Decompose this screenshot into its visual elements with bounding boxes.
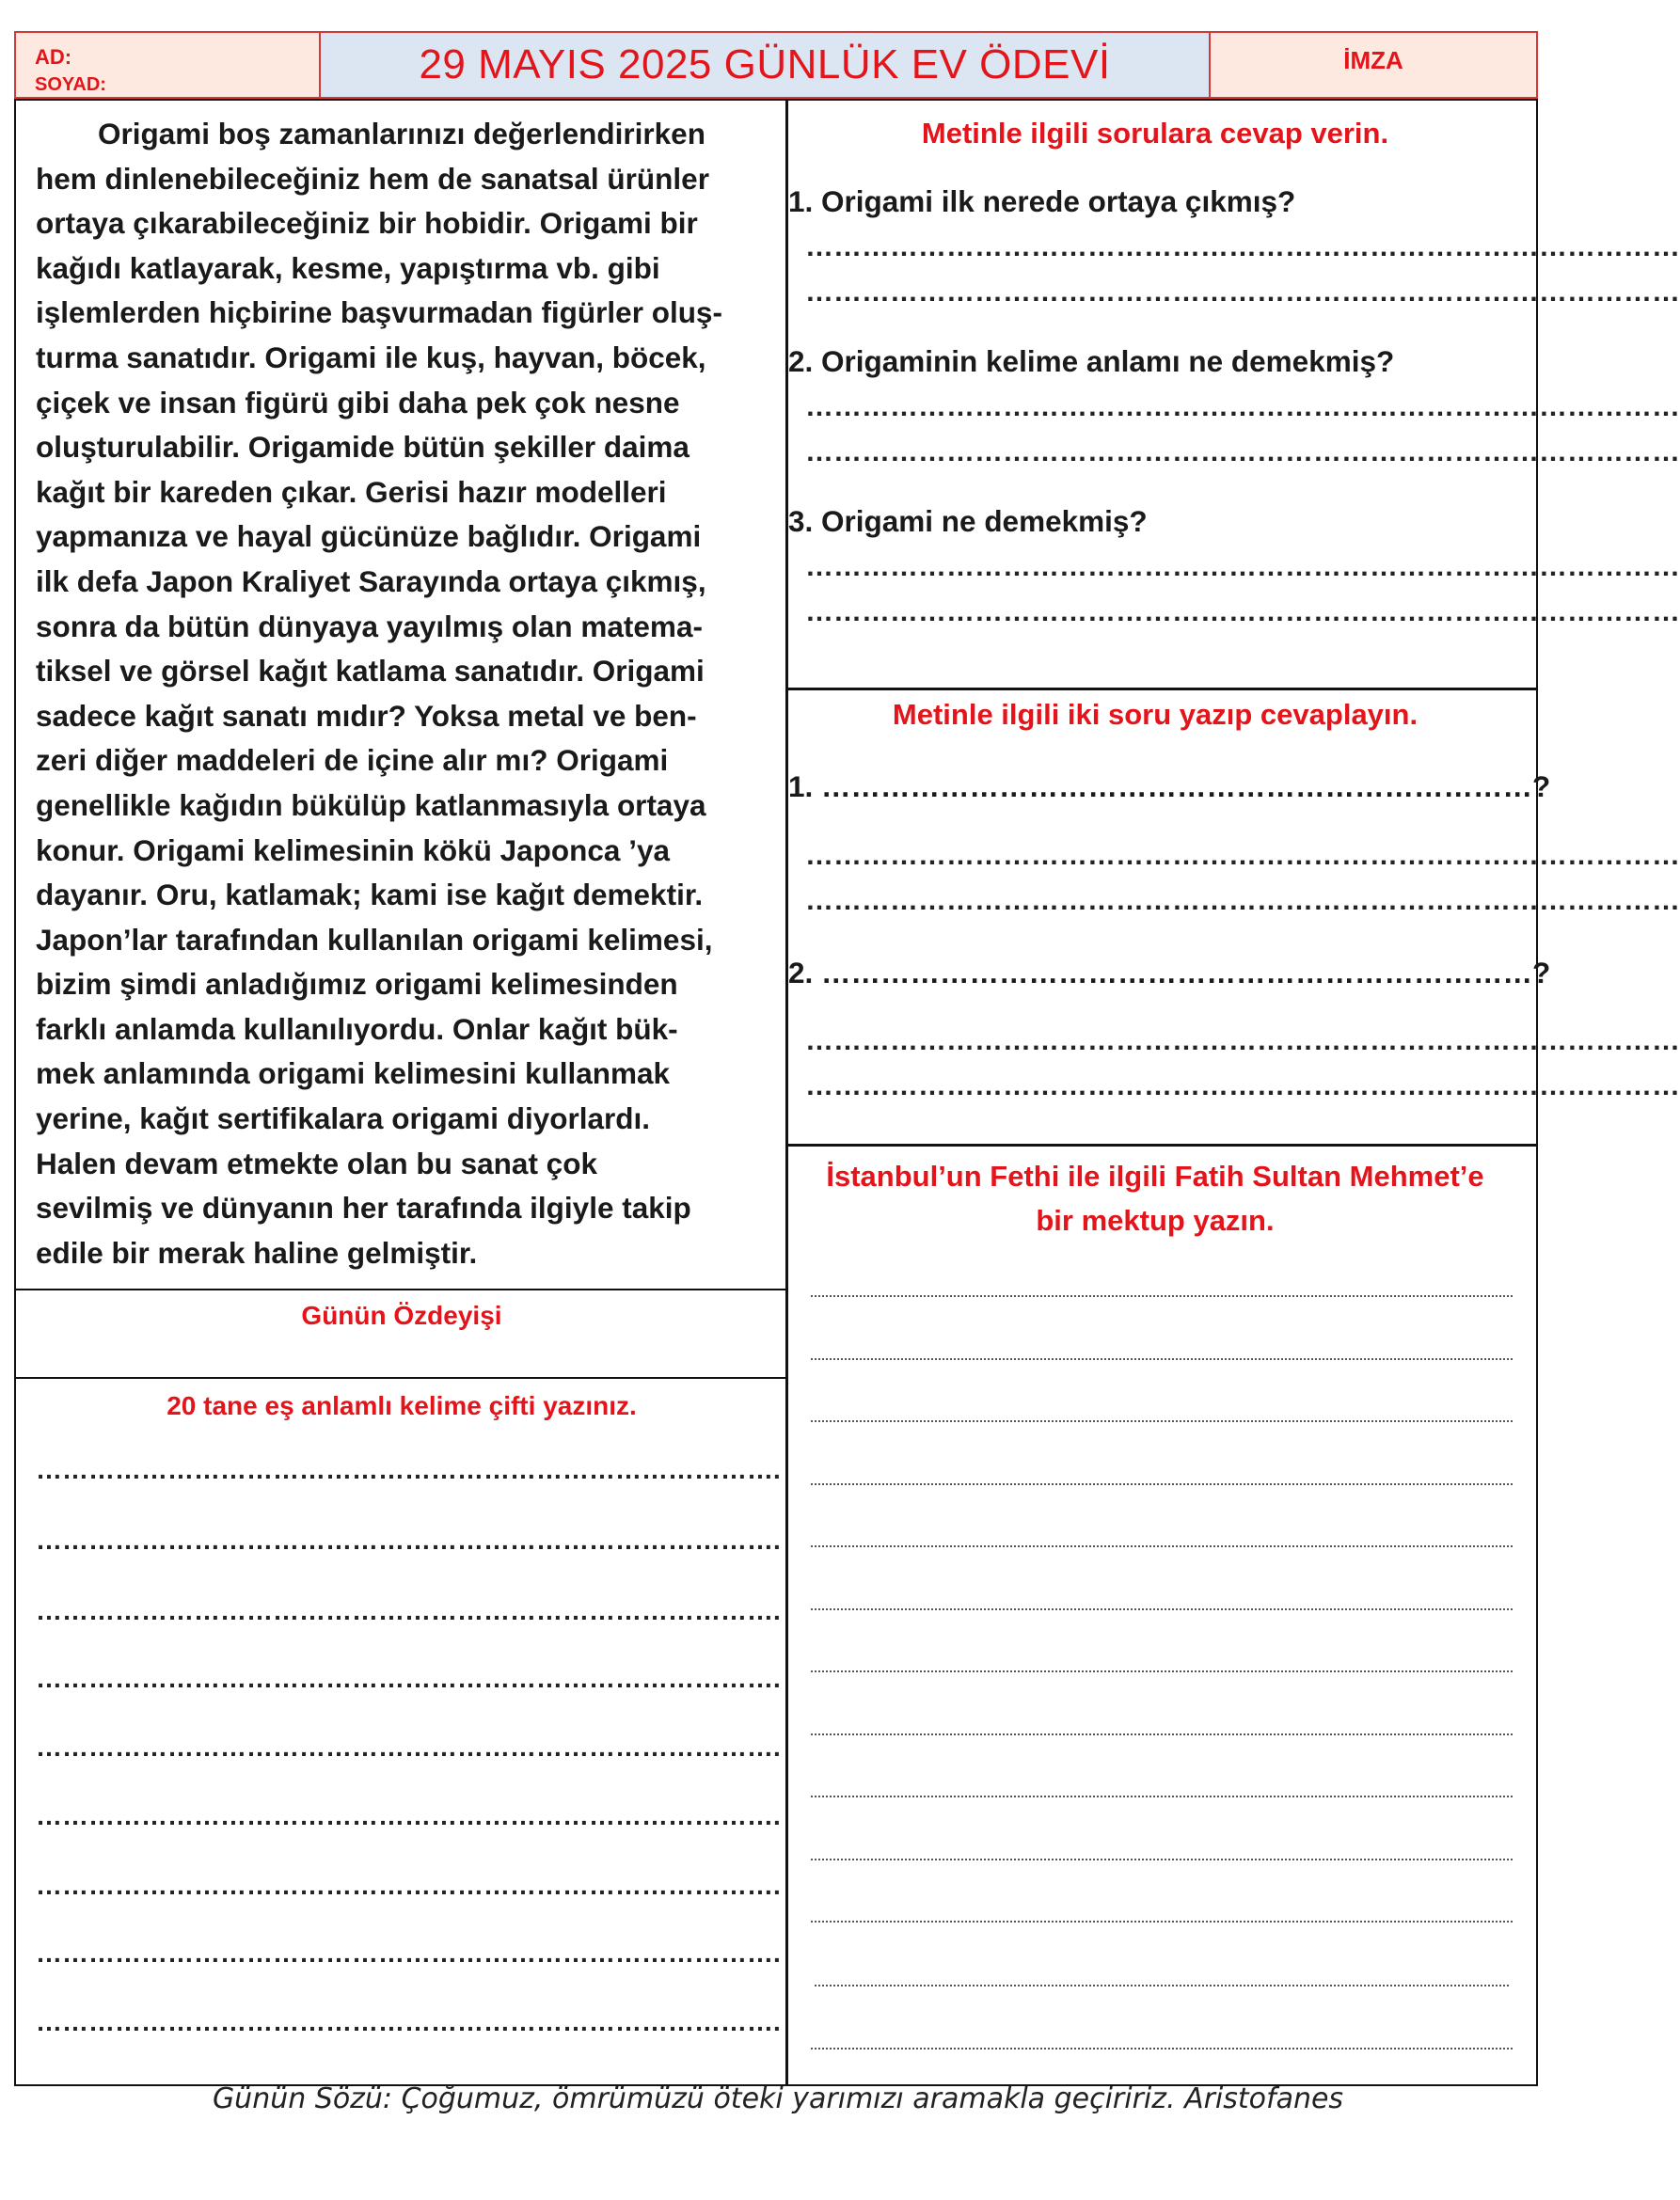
questions-title: Metinle ilgili sorulara cevap verin.	[921, 117, 1389, 150]
letter-line[interactable]	[811, 1483, 1513, 1485]
footer-quote: Günün Sözü: Çoğumuz, ömrümüzü öteki yarımızı aramakla geçiririz. Aristofanes	[212, 2082, 1344, 2115]
question-2: 2. Origaminin kelime anlamı ne demekmiş?	[788, 344, 1395, 378]
answer-line[interactable]: …………………………………………………………………………………	[805, 885, 1680, 916]
reading-line: ilk defa Japon Kraliyet Sarayında ortaya çıkmış,	[36, 563, 706, 598]
own-question-2[interactable]: 2. ………………………………………………………………?	[788, 956, 1551, 989]
synonym-line[interactable]: ………………………………………………………………………….	[36, 1664, 781, 1693]
divider-reading-bottom	[16, 1289, 787, 1290]
name-label: AD:	[35, 45, 72, 69]
synonym-line[interactable]: ………………………………………………………………………….	[36, 1455, 781, 1484]
reading-line: oluşturulabilir. Origamide bütün şekiller daima	[36, 430, 689, 465]
reading-line: sonra da bütün dünyaya yayılmış olan matema-	[36, 609, 703, 643]
synonym-line[interactable]: ………………………………………………………………………….	[36, 1871, 781, 1900]
letter-line[interactable]	[811, 1545, 1513, 1547]
letter-line[interactable]	[811, 1670, 1513, 1672]
answer-line[interactable]: …………………………………………………………………………………	[805, 1070, 1680, 1101]
reading-passage	[36, 112, 794, 1275]
reading-line: konur. Origami kelimesinin kökü Japonca ’ya	[36, 832, 670, 867]
question-1: 1. Origami ilk nerede ortaya çıkmış?	[788, 184, 1296, 218]
reading-line: sevilmiş ve dünyanın her tarafında ilgiyle takip	[36, 1191, 691, 1226]
synonym-line[interactable]: ………………………………………………………………………….	[36, 1801, 781, 1830]
reading-line: hem dinlenebileceğiniz hem de sanatsal ürünler	[36, 161, 709, 196]
synonym-line[interactable]: ………………………………………………………………………….	[36, 1596, 781, 1625]
reading-line: Halen devam etmekte olan bu sanat çok	[36, 1146, 597, 1180]
reading-line: edile bir merak haline gelmiştir.	[36, 1235, 478, 1270]
reading-line: zeri diğer maddeleri de içine alır mı? Origami	[36, 743, 669, 778]
signature-label: İMZA	[1343, 46, 1403, 74]
reading-line: sadece kağıt sanatı mıdır? Yoksa metal ve ben-	[36, 698, 697, 733]
letter-line[interactable]	[811, 1358, 1513, 1360]
reading-line: kağıdı katlayarak, kesme, yapıştırma vb. gibi	[36, 250, 660, 285]
synonyms-title: 20 tane eş anlamlı kelime çifti yazınız.	[166, 1391, 637, 1420]
reading-line: mek anlamında origami kelimesini kullanmak	[36, 1056, 671, 1091]
reading-line: yerine, kağıt sertifikalara origami diyorlardı.	[36, 1101, 651, 1136]
reading-line: farklı anlamda kullanılıyordu. Onlar kağıt bük-	[36, 1011, 678, 1046]
answer-line[interactable]: …………………………………………………………………………………	[805, 596, 1680, 627]
letter-line[interactable]	[811, 1921, 1513, 1923]
synonym-line[interactable]: ………………………………………………………………………….	[36, 1526, 781, 1555]
divider-quote-bottom	[16, 1377, 787, 1379]
answer-line[interactable]: …………………………………………………………………………………	[805, 1025, 1680, 1056]
own-question-1[interactable]: 1. ………………………………………………………………?	[788, 769, 1551, 803]
letter-line[interactable]	[815, 1985, 1509, 1986]
letter-line[interactable]	[811, 1796, 1513, 1797]
synonym-line[interactable]: ………………………………………………………………………….	[36, 1939, 781, 1968]
letter-line[interactable]	[811, 1859, 1513, 1860]
reading-line: yapmanıza ve hayal gücünüze bağlıdır. Origami	[36, 519, 702, 554]
answer-line[interactable]: …………………………………………………………………………………	[805, 840, 1680, 871]
letter-line[interactable]	[811, 1295, 1513, 1297]
letter-line[interactable]	[811, 1733, 1513, 1735]
answer-line[interactable]: …………………………………………………………………………………	[805, 391, 1680, 422]
letter-line[interactable]	[811, 1608, 1513, 1610]
question-3: 3. Origami ne demekmiş?	[788, 504, 1148, 538]
letter-line[interactable]	[811, 2048, 1513, 2050]
name-surname-box[interactable]	[14, 31, 321, 99]
own-questions-title: Metinle ilgili iki soru yazıp cevaplayın.	[892, 698, 1418, 731]
divider-own-questions-bottom	[787, 1144, 1538, 1147]
answer-line[interactable]: …………………………………………………………………………………	[805, 277, 1680, 308]
surname-label: SOYAD:	[35, 74, 106, 95]
reading-line: ortaya çıkarabileceğiniz bir hobidir. Origami bir	[36, 206, 698, 241]
page-title: 29 MAYIS 2025 GÜNLÜK EV ÖDEVİ	[419, 41, 1111, 87]
answer-line[interactable]: …………………………………………………………………………………	[805, 551, 1680, 582]
letter-title-line-1: İstanbul’un Fethi ile ilgili Fatih Sultan Mehmet’e	[826, 1160, 1484, 1193]
reading-line: genellikle kağıdın bükülüp katlanmasıyla ortaya	[36, 787, 706, 822]
reading-line: Origami boş zamanlarınızı değerlendirirken	[98, 117, 705, 150]
divider-questions-bottom	[787, 688, 1538, 690]
letter-title-line-2: bir mektup yazın.	[1036, 1204, 1275, 1237]
reading-line: işlemlerden hiçbirine başvurmadan figürler oluş-	[36, 295, 722, 330]
synonym-line[interactable]: ………………………………………………………………………….	[36, 2007, 781, 2036]
title-box	[321, 31, 1209, 99]
synonym-line[interactable]: ………………………………………………………………………….	[36, 1733, 781, 1762]
reading-line: çiçek ve insan figürü gibi daha pek çok nesne	[36, 385, 680, 419]
reading-line: bizim şimdi anladığımız origami kelimesinden	[36, 967, 678, 1002]
reading-line: Japon’lar tarafından kullanılan origami kelimesi,	[36, 922, 713, 957]
reading-line: dayanır. Oru, katlamak; kami ise kağıt demektir.	[36, 878, 704, 912]
quote-answer-area[interactable]	[16, 1336, 785, 1377]
answer-line[interactable]: …………………………………………………………………………………	[805, 231, 1680, 262]
signature-box[interactable]	[1209, 31, 1538, 99]
reading-line: turma sanatıdır. Origami ile kuş, hayvan, böcek,	[36, 340, 706, 374]
letter-line[interactable]	[811, 1420, 1513, 1422]
quote-box-title: Günün Özdeyişi	[301, 1301, 502, 1330]
answer-line[interactable]: …………………………………………………………………………………	[805, 436, 1680, 467]
reading-line: tiksel ve görsel kağıt katlama sanatıdır. Origami	[36, 654, 705, 688]
reading-line: kağıt bir kareden çıkar. Gerisi hazır modelleri	[36, 474, 667, 509]
